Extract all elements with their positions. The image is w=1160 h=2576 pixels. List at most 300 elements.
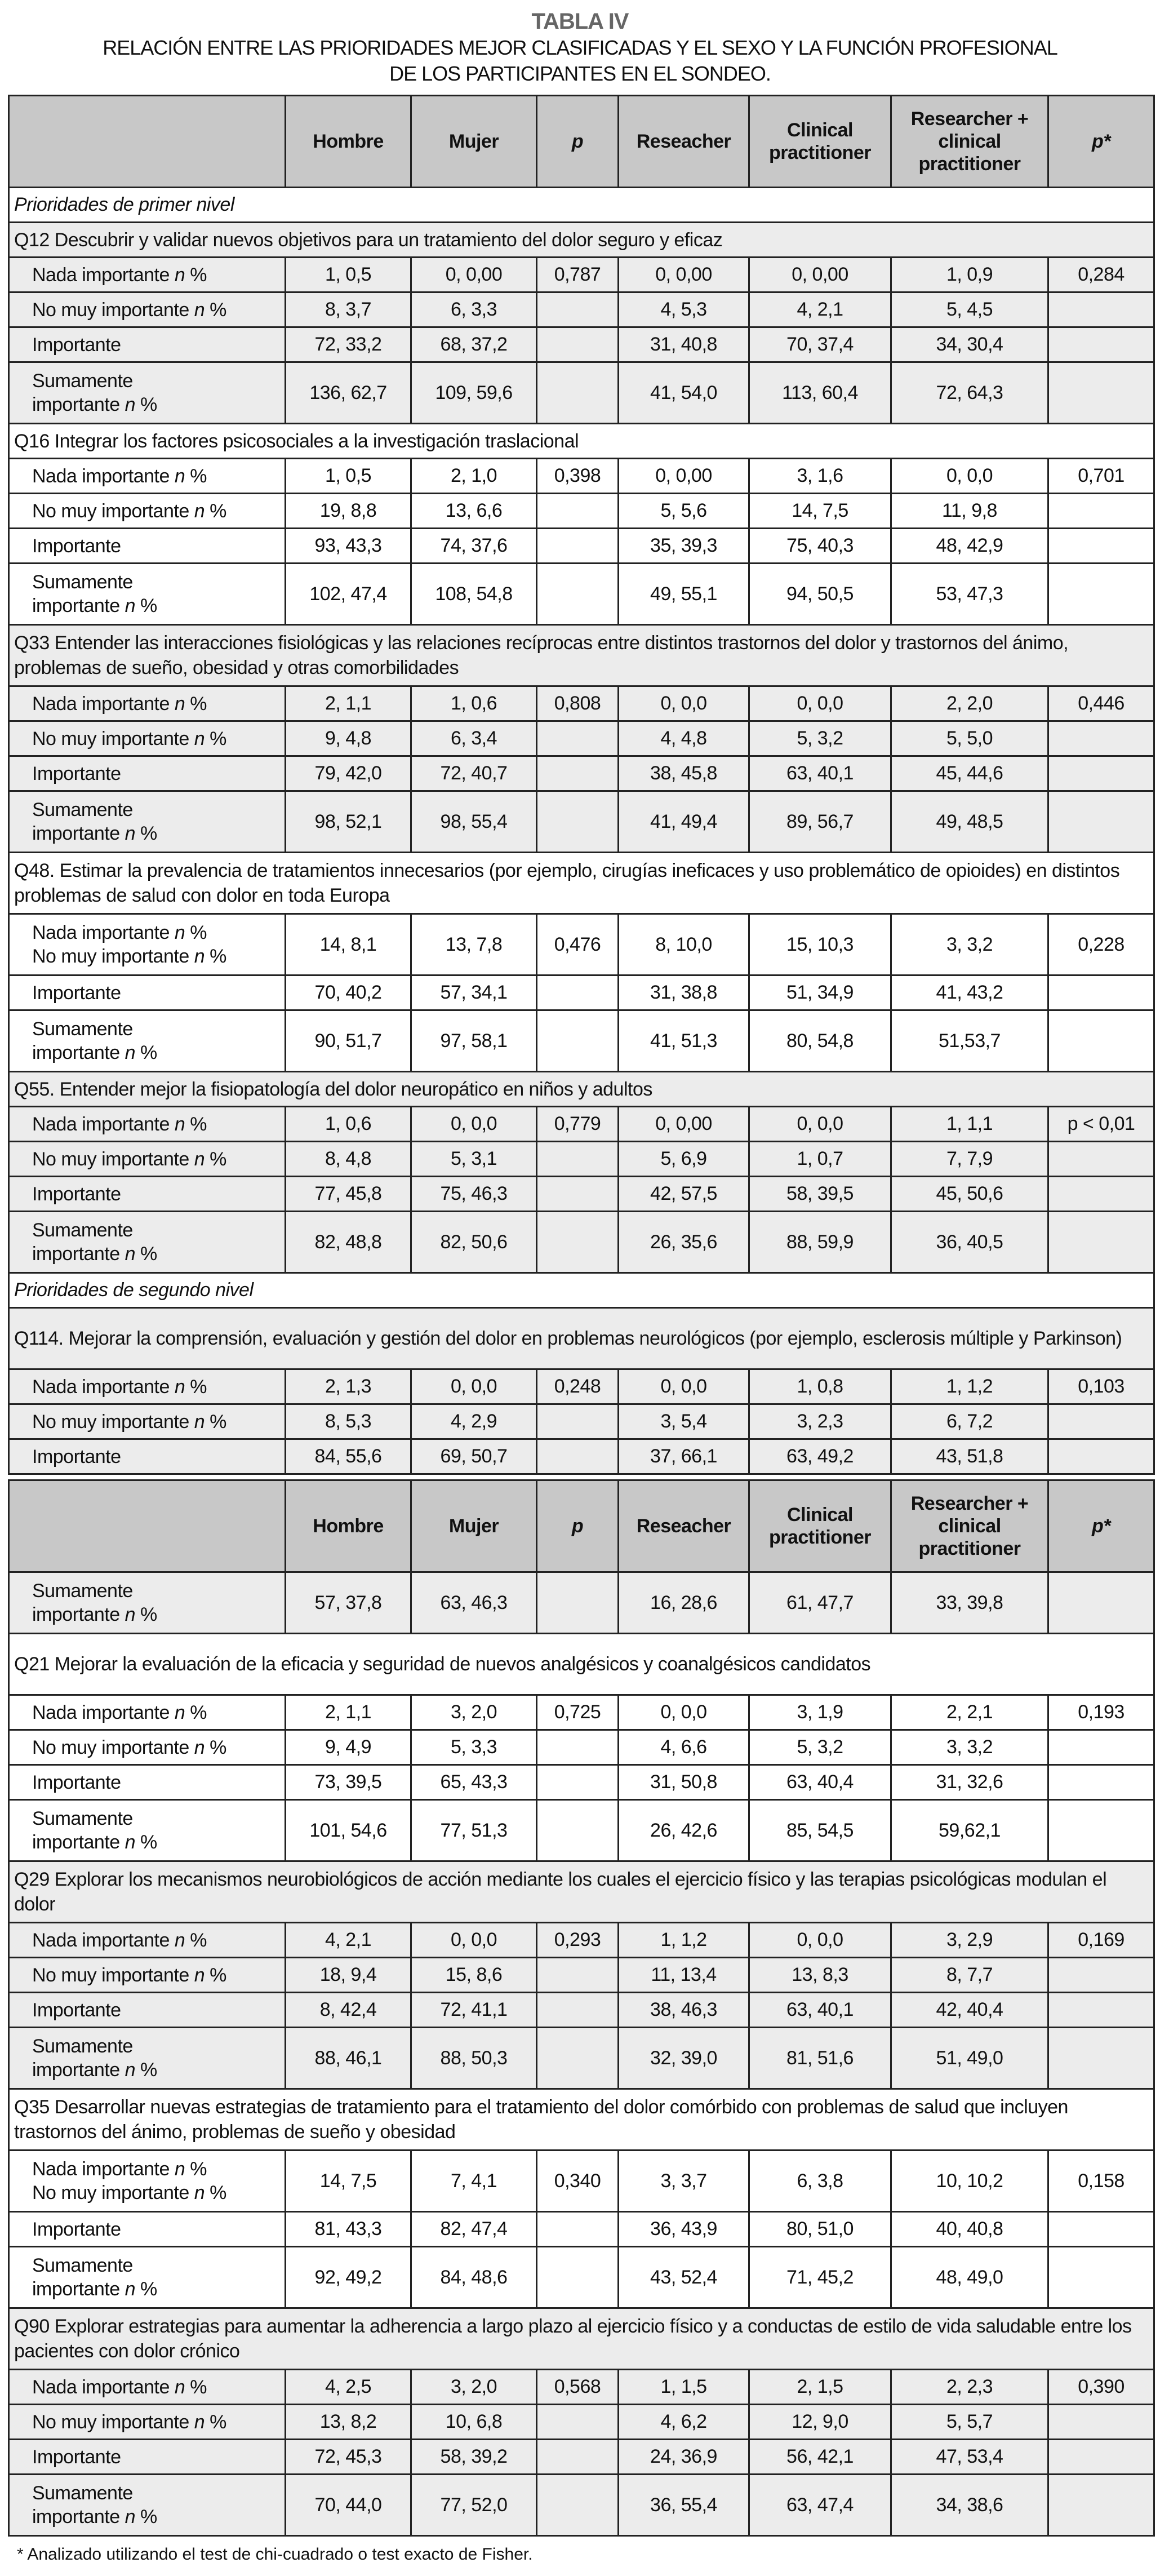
unit-n: n [174, 1113, 185, 1135]
column-header-text: p [571, 131, 584, 152]
column-header-text: Reseacher [636, 1515, 731, 1537]
table-row [9, 914, 1154, 976]
cell-value: 8, 5,3 [286, 1404, 411, 1439]
cell-value: 71, 45,2 [749, 2247, 891, 2308]
cell-value [537, 791, 619, 853]
cell-value: 40, 40,8 [891, 2212, 1048, 2247]
row-label-line [32, 727, 280, 751]
row-label [9, 362, 286, 424]
cell-value: 1, 1,5 [619, 2370, 749, 2405]
cell-value: 1, 1,2 [891, 1369, 1048, 1404]
cell-value: 72, 40,7 [411, 756, 537, 791]
row-label-text: importante [32, 1604, 120, 1625]
column-header [749, 1480, 891, 1572]
cell-value [1048, 1958, 1154, 1993]
row-label-text: No muy importante [32, 728, 189, 750]
cell-value: 0,568 [537, 2370, 619, 2405]
table-row [9, 791, 1154, 853]
cell-value: 2, 1,1 [286, 1695, 411, 1730]
column-header-text: Researcher + clinical practitioner [910, 1493, 1029, 1559]
table-row [9, 1212, 1154, 1273]
cell-value: 3, 2,0 [411, 1695, 537, 1730]
unit-pct: % [190, 693, 207, 715]
cell-value: 33, 39,8 [891, 1572, 1048, 1634]
column-header [286, 96, 411, 188]
row-label [9, 494, 286, 529]
row-label-line [32, 1579, 280, 1603]
column-header [411, 1480, 537, 1572]
column-header [9, 1480, 286, 1572]
unit-n: n [194, 1148, 205, 1170]
unit-n: n [194, 299, 205, 321]
cell-value: 12, 9,0 [749, 2405, 891, 2440]
column-header [9, 96, 286, 188]
row-label-text: Nada importante [32, 465, 170, 487]
cell-value [1048, 1404, 1154, 1439]
cell-value: 0, 0,0 [619, 1695, 749, 1730]
cell-value: 34, 38,6 [891, 2475, 1048, 2536]
cell-value: 1, 0,5 [286, 258, 411, 292]
row-label [9, 1923, 286, 1958]
row-label-line [32, 2445, 280, 2469]
row-label [9, 1369, 286, 1404]
cell-value: 6, 3,4 [411, 721, 537, 756]
cell-value: 59,62,1 [891, 1800, 1048, 1861]
row-label-line [32, 1041, 280, 1065]
cell-value: 101, 54,6 [286, 1800, 411, 1861]
cell-value: 6, 3,3 [411, 292, 537, 327]
cell-value: 14, 7,5 [749, 494, 891, 529]
row-label-line [32, 2410, 280, 2434]
question-title: Q114. Mejorar la comprensión, evaluación y gestión del dolor en problemas neurológicos (por ejemplo, esclerosis múltiple y Parkinson) [9, 1308, 1154, 1369]
row-label-line [32, 762, 280, 786]
cell-value: 3, 1,9 [749, 1695, 891, 1730]
cell-value: 0,701 [1048, 459, 1154, 494]
row-label [9, 1177, 286, 1212]
table-row [9, 756, 1154, 791]
row-label-text: No muy importante [32, 500, 189, 522]
table-row [9, 1572, 1154, 1634]
row-label-line [32, 1017, 280, 1041]
column-header-text: Researcher + clinical practitioner [910, 108, 1029, 175]
column-header [537, 1480, 619, 1572]
cell-value: 0, 0,0 [411, 1369, 537, 1404]
cell-value: 0, 0,00 [411, 258, 537, 292]
unit-n: n [174, 1376, 185, 1398]
cell-value: 88, 46,1 [286, 2028, 411, 2089]
column-header [891, 96, 1048, 188]
row-label-line [32, 2058, 280, 2082]
cell-value: 61, 47,7 [749, 1572, 891, 1634]
row-label [9, 1800, 286, 1861]
cell-value: 0, 0,00 [619, 1107, 749, 1142]
row-label-text: importante [32, 1832, 120, 1853]
cell-value [1048, 2028, 1154, 2089]
table-row [9, 362, 1154, 424]
cell-value: 80, 51,0 [749, 2212, 891, 2247]
cell-value: 36, 55,4 [619, 2475, 749, 2536]
row-label-text: Importante [32, 1446, 121, 1467]
row-label-text: Nada importante [32, 922, 170, 943]
cell-value [537, 1765, 619, 1800]
cell-value [537, 1404, 619, 1439]
cell-value: 0,725 [537, 1695, 619, 1730]
section-row [9, 1273, 1154, 1308]
cell-value: 8, 4,8 [286, 1142, 411, 1177]
cell-value [1048, 564, 1154, 625]
table-row [9, 258, 1154, 292]
cell-value: 41, 49,4 [619, 791, 749, 853]
question-title: Q12 Descubrir y validar nuevos objetivos para un tratamiento del dolor seguro y eficaz [9, 223, 1154, 258]
unit-n: n [194, 2411, 205, 2433]
cell-value [1048, 1177, 1154, 1212]
row-label-text: Sumamente [32, 799, 133, 821]
cell-value: 13, 8,2 [286, 2405, 411, 2440]
unit-n: n [125, 823, 136, 844]
unit-pct: % [140, 595, 157, 617]
row-label-text: Sumamente [32, 571, 133, 593]
cell-value: 82, 50,6 [411, 1212, 537, 1273]
row-label-text: No muy importante [32, 1148, 189, 1170]
row-label [9, 2028, 286, 2089]
row-label [9, 327, 286, 362]
row-label-line [32, 1218, 280, 1242]
cell-value: 8, 42,4 [286, 1993, 411, 2028]
cell-value: 1, 0,9 [891, 258, 1048, 292]
cell-value: 58, 39,2 [411, 2440, 537, 2475]
row-label [9, 1730, 286, 1765]
row-label [9, 1010, 286, 1072]
cell-value: 0,808 [537, 686, 619, 721]
cell-value: 3, 2,3 [749, 1404, 891, 1439]
cell-value: 0,446 [1048, 686, 1154, 721]
cell-value: 31, 50,8 [619, 1765, 749, 1800]
cell-value: 4, 2,1 [749, 292, 891, 327]
column-header [1048, 96, 1154, 188]
cell-value: 80, 54,8 [749, 1010, 891, 1072]
table-row [9, 1142, 1154, 1177]
cell-value: 43, 52,4 [619, 2247, 749, 2308]
table-row [9, 327, 1154, 362]
cell-value: 93, 43,3 [286, 529, 411, 564]
cell-value: 0, 0,0 [411, 1107, 537, 1142]
unit-n: n [174, 1929, 185, 1951]
cell-value: 11, 9,8 [891, 494, 1048, 529]
cell-value: 88, 59,9 [749, 1212, 891, 1273]
cell-value [537, 2440, 619, 2475]
cell-value [537, 1177, 619, 1212]
cell-value: 70, 40,2 [286, 976, 411, 1010]
table-row [9, 1765, 1154, 1800]
question-title: Q33 Entender las interacciones fisiológicas y las relaciones recíprocas entre distintos trastornos del dolor y trastornos del ánimo, problemas de sueño, obesidad y otras comorbilidades [9, 625, 1154, 686]
cell-value: 36, 40,5 [891, 1212, 1048, 1273]
row-label-text: Importante [32, 1999, 121, 2021]
cell-value: 74, 37,6 [411, 529, 537, 564]
cell-value [537, 564, 619, 625]
cell-value: 88, 50,3 [411, 2028, 537, 2089]
cell-value: 8, 10,0 [619, 914, 749, 976]
table-row [9, 459, 1154, 494]
cell-value: 19, 8,8 [286, 494, 411, 529]
cell-value: 63, 46,3 [411, 1572, 537, 1634]
unit-n: n [194, 728, 205, 750]
cell-value [1048, 1142, 1154, 1177]
row-label-line [32, 2254, 280, 2277]
cell-value: 0,284 [1048, 258, 1154, 292]
unit-n: n [174, 1701, 185, 1723]
cell-value: 94, 50,5 [749, 564, 891, 625]
cell-value [537, 756, 619, 791]
cell-value [537, 1958, 619, 1993]
cell-value: p < 0,01 [1048, 1107, 1154, 1142]
row-label-line [32, 1928, 280, 1952]
cell-value: 0, 0,0 [749, 1923, 891, 1958]
column-header [411, 96, 537, 188]
cell-value: 2, 1,5 [749, 2370, 891, 2405]
table-row [9, 2440, 1154, 2475]
table-row [9, 2405, 1154, 2440]
cell-value: 10, 6,8 [411, 2405, 537, 2440]
row-label-line [32, 1242, 280, 1266]
cell-value: 51, 34,9 [749, 976, 891, 1010]
cell-value: 4, 2,5 [286, 2370, 411, 2405]
cell-value [1048, 2405, 1154, 2440]
table-row [9, 2370, 1154, 2405]
cell-value: 24, 36,9 [619, 2440, 749, 2475]
column-header [1048, 1480, 1154, 1572]
row-label-line [32, 298, 280, 322]
cell-value [1048, 1800, 1154, 1861]
cell-value [1048, 2247, 1154, 2308]
row-label [9, 1404, 286, 1439]
row-label-line [32, 333, 280, 357]
cell-value: 4, 6,6 [619, 1730, 749, 1765]
unit-pct: % [140, 1832, 157, 1853]
cell-value [537, 2247, 619, 2308]
cell-value: 0,193 [1048, 1695, 1154, 1730]
unit-n: n [174, 465, 185, 487]
cell-value: 3, 3,2 [891, 1730, 1048, 1765]
cell-value [537, 327, 619, 362]
table-row [9, 1369, 1154, 1404]
row-label-line [32, 1147, 280, 1171]
cell-value: 36, 43,9 [619, 2212, 749, 2247]
row-label [9, 1142, 286, 1177]
column-header-text: Hombre [313, 131, 384, 152]
unit-pct: % [140, 1042, 157, 1063]
cell-value: 2, 2,3 [891, 2370, 1048, 2405]
cell-value: 4, 2,9 [411, 1404, 537, 1439]
cell-value: 10, 10,2 [891, 2151, 1048, 2212]
row-label [9, 2247, 286, 2308]
row-label-text: Nada importante [32, 693, 170, 715]
cell-value: 0, 0,0 [411, 1923, 537, 1958]
unit-n: n [125, 394, 136, 415]
column-header-text: Reseacher [636, 131, 731, 152]
cell-value: 63, 49,2 [749, 1439, 891, 1474]
cell-value [1048, 1730, 1154, 1765]
question-title: Q55. Entender mejor la fisiopatología del dolor neuropático en niños y adultos [9, 1072, 1154, 1107]
cell-value [1048, 327, 1154, 362]
cell-value [1048, 791, 1154, 853]
cell-value: 1, 0,8 [749, 1369, 891, 1404]
row-label-line [32, 692, 280, 716]
table-row [9, 494, 1154, 529]
unit-pct: % [140, 1604, 157, 1625]
table-row [9, 686, 1154, 721]
row-label [9, 2151, 286, 2212]
cell-value: 77, 52,0 [411, 2475, 537, 2536]
cell-value: 13, 8,3 [749, 1958, 891, 1993]
cell-value: 9, 4,8 [286, 721, 411, 756]
cell-value: 35, 39,3 [619, 529, 749, 564]
results-table-part-2 [8, 1479, 1155, 2537]
unit-pct: % [190, 1113, 207, 1135]
column-header [537, 96, 619, 188]
table-row [9, 2212, 1154, 2247]
row-label-text: Importante [32, 1771, 121, 1793]
cell-value [537, 1212, 619, 1273]
cell-value: 4, 6,2 [619, 2405, 749, 2440]
cell-value [1048, 2212, 1154, 2247]
cell-value: 43, 51,8 [891, 1439, 1048, 1474]
question-title: Q21 Mejorar la evaluación de la eficacia y seguridad de nuevos analgésicos y coanalgésicos candidatos [9, 1634, 1154, 1695]
cell-value: 41, 54,0 [619, 362, 749, 424]
cell-value: 3, 2,9 [891, 1923, 1048, 1958]
row-label-text: No muy importante [32, 2182, 189, 2203]
row-label-text: Nada importante [32, 264, 170, 286]
row-label-line [32, 1736, 280, 1759]
row-label [9, 2370, 286, 2405]
cell-value: 0,103 [1048, 1369, 1154, 1404]
cell-value: 5, 5,7 [891, 2405, 1048, 2440]
column-header-text: Clinical practitioner [768, 1504, 872, 1548]
cell-value: 81, 43,3 [286, 2212, 411, 2247]
cell-value: 72, 45,3 [286, 2440, 411, 2475]
table-row [9, 1958, 1154, 1993]
unit-pct: % [140, 2506, 157, 2528]
cell-value: 97, 58,1 [411, 1010, 537, 1072]
row-label-line [32, 1998, 280, 2022]
row-label-text: Importante [32, 2218, 121, 2240]
cell-value: 58, 39,5 [749, 1177, 891, 1212]
cell-value: 3, 3,7 [619, 2151, 749, 2212]
cell-value: 57, 34,1 [411, 976, 537, 1010]
cell-value: 72, 41,1 [411, 1993, 537, 2028]
question-row [9, 2308, 1154, 2370]
unit-pct: % [210, 1736, 226, 1758]
cell-value: 89, 56,7 [749, 791, 891, 853]
cell-value: 38, 46,3 [619, 1993, 749, 2028]
cell-value [537, 1142, 619, 1177]
cell-value: 26, 42,6 [619, 1800, 749, 1861]
cell-value: 5, 6,9 [619, 1142, 749, 1177]
row-label-text: Importante [32, 334, 121, 356]
cell-value: 3, 1,6 [749, 459, 891, 494]
row-label-line [32, 464, 280, 488]
cell-value [1048, 1439, 1154, 1474]
cell-value: 5, 4,5 [891, 292, 1048, 327]
row-label-line [32, 1807, 280, 1830]
cell-value [1048, 721, 1154, 756]
cell-value [537, 2028, 619, 2089]
cell-value: 84, 55,6 [286, 1439, 411, 1474]
cell-value: 0,340 [537, 2151, 619, 2212]
unit-n: n [125, 595, 136, 617]
cell-value [537, 1993, 619, 2028]
row-label [9, 1958, 286, 1993]
cell-value: 82, 48,8 [286, 1212, 411, 1273]
cell-value: 14, 7,5 [286, 2151, 411, 2212]
cell-value: 0,169 [1048, 1923, 1154, 1958]
cell-value: 57, 37,8 [286, 1572, 411, 1634]
cell-value: 26, 35,6 [619, 1212, 749, 1273]
cell-value: 8, 3,7 [286, 292, 411, 327]
row-label [9, 1695, 286, 1730]
cell-value: 2, 2,1 [891, 1695, 1048, 1730]
cell-value: 3, 2,0 [411, 2370, 537, 2405]
cell-value: 0, 0,0 [619, 686, 749, 721]
cell-value [1048, 529, 1154, 564]
unit-pct: % [210, 1148, 226, 1170]
row-label-text: No muy importante [32, 1964, 189, 1986]
column-header-text: Clinical practitioner [768, 119, 872, 163]
cell-value [1048, 1993, 1154, 2028]
row-label-text: No muy importante [32, 1736, 189, 1758]
cell-value [1048, 1212, 1154, 1273]
row-label-line [32, 798, 280, 822]
unit-pct: % [210, 299, 226, 321]
cell-value: 0,398 [537, 459, 619, 494]
cell-value [1048, 362, 1154, 424]
row-label-line [32, 1375, 280, 1399]
row-label-text: Sumamente [32, 1018, 133, 1040]
cell-value: 42, 40,4 [891, 1993, 1048, 2028]
row-label-text: Nada importante [32, 1929, 170, 1951]
unit-n: n [174, 264, 185, 286]
cell-value: 34, 30,4 [891, 327, 1048, 362]
column-header-text: Mujer [448, 131, 499, 152]
row-label-text: Importante [32, 762, 121, 784]
unit-n: n [194, 1411, 205, 1433]
cell-value: 2, 2,0 [891, 686, 1048, 721]
row-label [9, 2475, 286, 2536]
row-label-text: Nada importante [32, 1113, 170, 1135]
cell-value [1048, 2440, 1154, 2475]
unit-n: n [125, 2059, 136, 2081]
cell-value: 0, 0,0 [749, 1107, 891, 1142]
cell-value: 47, 53,4 [891, 2440, 1048, 2475]
row-label-line [32, 1182, 280, 1206]
unit-pct: % [190, 922, 207, 943]
cell-value: 4, 5,3 [619, 292, 749, 327]
cell-value [1048, 2475, 1154, 2536]
row-label-line [32, 1445, 280, 1469]
table-number: TABLA IV [531, 9, 629, 34]
cell-value: 77, 45,8 [286, 1177, 411, 1212]
row-label [9, 2212, 286, 2247]
question-row [9, 1861, 1154, 1923]
row-label-line [32, 594, 280, 618]
table-row [9, 2151, 1154, 2212]
cell-value: 0,293 [537, 1923, 619, 1958]
row-label-line [32, 2505, 280, 2529]
cell-value: 41, 51,3 [619, 1010, 749, 1072]
question-title: Q29 Explorar los mecanismos neurobiológicos de acción mediante los cuales el ejercicio físico y las terapias psicológicas modulan el dolor [9, 1861, 1154, 1923]
cell-value: 1, 0,6 [286, 1107, 411, 1142]
row-label-text: Sumamente [32, 1220, 133, 1241]
cell-value: 84, 48,6 [411, 2247, 537, 2308]
